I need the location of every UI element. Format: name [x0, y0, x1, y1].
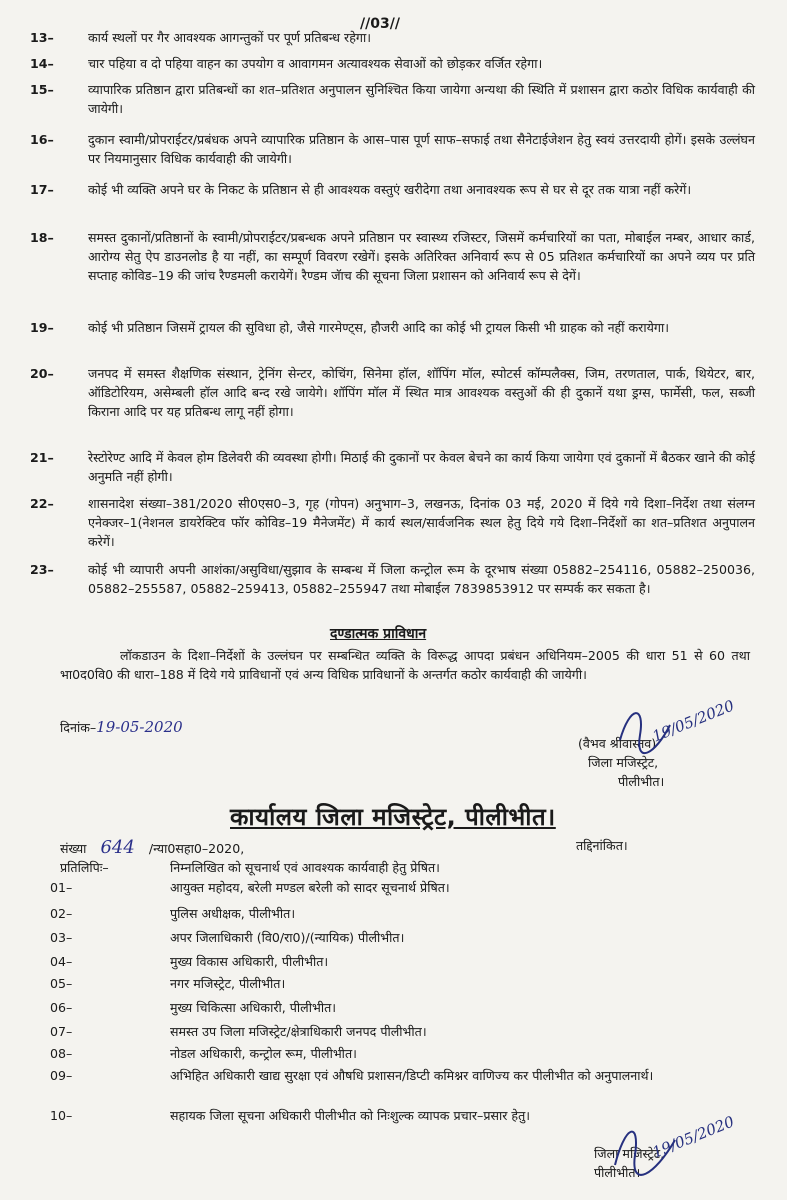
- officer-designation: जिला मजिस्ट्रेट,: [588, 755, 659, 770]
- officer-place: पीलीभीत।: [618, 774, 665, 789]
- date-label: दिनांक–: [60, 720, 97, 735]
- handwritten-date-1: 19/05/2020: [649, 696, 737, 746]
- clause-number: 16–: [30, 132, 54, 147]
- distribution-text: मुख्य विकास अधिकारी, पीलीभीत।: [170, 954, 329, 969]
- clause-19: [30, 318, 755, 337]
- clause-text: शासनादेश संख्या–381/2020 सी0एस0–3, गृह (गोपन) अनुभाग–3, लखनऊ, दिनांक 03 मई, 2020 में दिये गये दिशा–निर्देश तथा संलग्न एनेक्जर–1(नेशनल डायरेक्टिव फॉर कोविड–19 मैनेजमेंट) में कार्य स्थल/सार्वजनिक स्थल हेतु दिये गये दिशा–निर्देशों का शत–प्रतिशत अनुपालन करेगें।: [88, 496, 755, 549]
- distribution-item: [50, 974, 750, 993]
- clause-23: [30, 560, 755, 598]
- clause-number: 20–: [30, 366, 54, 381]
- clause-text: दुकान स्वामी/प्रोपराईटर/प्रबंधक अपने व्यापारिक प्रतिष्ठान के आस–पास पूर्ण साफ–सफाई तथा सैनेटाईजेशन हेतु स्वयं उत्तरदायी होगें। इसके उल्लंघन पर नियमानुसार विधिक कार्यवाही की जायेगी।: [88, 132, 755, 166]
- distribution-text: अभिहित अधिकारी खाद्य सुरक्षा एवं औषधि प्रशासन/डिप्टी कमिश्नर वाणिज्य कर पीलीभीत को अनुपालनार्थ।: [170, 1068, 654, 1083]
- clause-text: रेस्टोरेण्ट आदि में केवल होम डिलेवरी की व्यवस्था होगी। मिठाई की दुकानों पर केवल बेचने का कार्य किया जायेगा एवं दुकानों में बैठकर खाने की कोई अनुमति नहीं होगी।: [88, 450, 755, 484]
- copy-label: प्रतिलिपिः–: [60, 860, 109, 875]
- clause-22: [30, 494, 755, 551]
- clause-14: [30, 54, 755, 73]
- distribution-item: [50, 928, 750, 947]
- clause-text: कोई भी व्यापारी अपनी आशंका/असुविधा/सुझाव के सम्बन्ध में जिला कन्ट्रोल रूम के दूरभाष संख्या 05882–254116, 05882–250036, 05882–255587, 05882–259413, 05882–255947 तथा मोबाईल 7839853912 पर सम्पर्क कर सकता है।: [88, 562, 755, 596]
- distribution-item: [50, 1022, 750, 1041]
- distribution-number: 01–: [50, 880, 73, 895]
- clause-21: [30, 448, 755, 486]
- penal-heading: दण्डात्मक प्राविधान: [330, 626, 427, 642]
- clause-text: कोई भी व्यक्ति अपने घर के निकट के प्रतिष्ठान से ही आवश्यक वस्तुएं खरीदेगा तथा अनावश्यक रूप से घर से दूर तक यात्रा नहीं करेगें।: [88, 182, 692, 197]
- page-number: //03//: [360, 16, 400, 32]
- distribution-text: नगर मजिस्ट्रेट, पीलीभीत।: [170, 976, 286, 991]
- distribution-text: नोडल अधिकारी, कन्ट्रोल रूम, पीलीभीत।: [170, 1046, 357, 1061]
- distribution-text: अपर जिलाधिकारी (वि0/रा0)/(न्यायिक) पीलीभीत।: [170, 930, 405, 945]
- clause-number: 17–: [30, 182, 54, 197]
- number-suffix: /न्या0सहा0–2020,: [148, 841, 245, 856]
- office-title: कार्यालय जिला मजिस्ट्रेट, पीलीभीत।: [230, 803, 556, 831]
- distribution-number: 02–: [50, 906, 73, 921]
- clause-13: [30, 28, 755, 47]
- clause-number: 15–: [30, 82, 54, 97]
- clause-number: 13–: [30, 30, 54, 45]
- distribution-number: 06–: [50, 1000, 73, 1015]
- officer-designation: जिला मजिस्ट्रेट,: [594, 1146, 665, 1161]
- clause-number: 18–: [30, 230, 54, 245]
- distribution-item: [50, 878, 750, 897]
- clause-text: कार्य स्थलों पर गैर आवश्यक आगन्तुकों पर पूर्ण प्रतिबन्ध रहेगा।: [88, 30, 372, 45]
- distribution-text: मुख्य चिकित्सा अधिकारी, पीलीभीत।: [170, 1000, 337, 1015]
- distribution-item: [50, 904, 750, 923]
- clause-text: समस्त दुकानों/प्रतिष्ठानों के स्वामी/प्रोपराईटर/प्रबन्धक अपने प्रतिष्ठान पर स्वास्थ्य रजिस्टर, जिसमें कर्मचारियों का पता, मोबाईल नम्बर, आधार कार्ड, आरोग्य सेतु ऐप डाउनलोड है या नहीं, का सम्पूर्ण विवरण रखेगें। इसके अतिरिक्त अनिवार्य रूप से 05 प्रतिशत कर्मचारियों का अपने व्यय पर प्रति सप्ताह कोविड–19 की जांच रैण्डमली करायेगें। रैण्डम जॅाच की सूचना जिला प्रशासन को अनिवार्य रूप से देगें।: [88, 230, 755, 283]
- clause-17: [30, 180, 755, 199]
- copy-text: निम्नलिखित को सूचनार्थ एवं आवश्यक कार्यवाही हेतु प्रेषित।: [170, 860, 440, 875]
- distribution-text: समस्त उप जिला मजिस्ट्रेट/क्षेत्राधिकारी जनपद पीलीभीत।: [170, 1024, 427, 1039]
- reference-number-line: [60, 838, 244, 858]
- number-value: 644: [100, 837, 135, 858]
- clause-16: [30, 130, 755, 168]
- clause-text: जनपद में समस्त शैक्षणिक संस्थान, ट्रेनिंग सेन्टर, कोचिंग, सिनेमा हॉल, शॉपिंग मॉल, स्पोटर्स कॉम्पलैक्स, जिम, तरणताल, पार्क, थियेटर, बार, ऑडिटोरियम, असेम्बली हॉल आदि बन्द रखे जायेगे। शॉपिंग मॉल में स्थित मात्र आवश्यक वस्तुओं की ही दुकानें यथा ड्रग्स, फार्मेसी, फल, सब्जी किराना आदि पर यह प्रतिबन्ध लागू नहीं होगा।: [88, 366, 755, 419]
- clause-15: [30, 80, 755, 118]
- distribution-number: 03–: [50, 930, 73, 945]
- clause-text: कोई भी प्रतिष्ठान जिसमें ट्रायल की सुविधा हो, जैसे गारमेण्ट्स, हौजरी आदि का कोई भी ट्रायल किसी भी ग्राहक को नहीं करायेगा।: [88, 320, 670, 335]
- clause-number: 23–: [30, 562, 54, 577]
- distribution-number: 05–: [50, 976, 73, 991]
- handwritten-date-2: 19/05/2020: [649, 1112, 737, 1162]
- dated-label: तद्दिनांकित।: [576, 838, 628, 853]
- distribution-item: [50, 998, 750, 1017]
- officer-place: पीलीभीत।: [594, 1165, 641, 1180]
- date-value: 19-05-2020: [96, 718, 183, 736]
- distribution-text: सहायक जिला सूचना अधिकारी पीलीभीत को निःशुल्क व्यापक प्रचार–प्रसार हेतु।: [170, 1108, 531, 1123]
- distribution-number: 10–: [50, 1108, 73, 1123]
- clause-text: चार पहिया व दो पहिया वाहन का उपयोग व आवागमन अत्यावश्यक सेवाओं को छोड़कर वर्जित रहेगा।: [88, 56, 543, 71]
- clause-number: 19–: [30, 320, 54, 335]
- distribution-item: [50, 1044, 750, 1063]
- distribution-number: 07–: [50, 1024, 73, 1039]
- officer-name: (वैभव श्रीवास्तव): [578, 736, 657, 751]
- distribution-text: पुलिस अधीक्षक, पीलीभीत।: [170, 906, 296, 921]
- distribution-text: आयुक्त महोदय, बरेली मण्डल बरेली को सादर सूचनार्थ प्रेषित।: [170, 880, 450, 895]
- clause-number: 14–: [30, 56, 54, 71]
- distribution-number: 08–: [50, 1046, 73, 1061]
- clause-number: 21–: [30, 450, 54, 465]
- distribution-item: [50, 1066, 750, 1085]
- penal-text: लॉकडाउन के दिशा–निर्देशों के उल्लंघन पर सम्बन्धित व्यक्ति के विरूद्ध आपदा प्रबंधन अधिनियम–2005 की धारा 51 से 60 तथा भा0द0वि0 की धारा–188 में दिये गये प्राविधानों एवं अन्य विधिक प्राविधानों के अन्तर्गत कठोर कार्यवाही की जायेगी।: [60, 648, 750, 682]
- clause-number: 22–: [30, 496, 54, 511]
- distribution-number: 04–: [50, 954, 73, 969]
- number-label: संख्या: [60, 841, 87, 856]
- distribution-number: 09–: [50, 1068, 73, 1083]
- clause-text: व्यापारिक प्रतिष्ठान द्वारा प्रतिबन्धों का शत–प्रतिशत अनुपालन सुनिश्चित किया जायेगा अन्यथा की स्थिति में प्रशासन द्वारा कठोर विधिक कार्यवाही की जायेगी।: [88, 82, 755, 116]
- distribution-item: [50, 952, 750, 971]
- clause-20: [30, 364, 755, 421]
- clause-18: [30, 228, 755, 285]
- date-line: [60, 718, 183, 737]
